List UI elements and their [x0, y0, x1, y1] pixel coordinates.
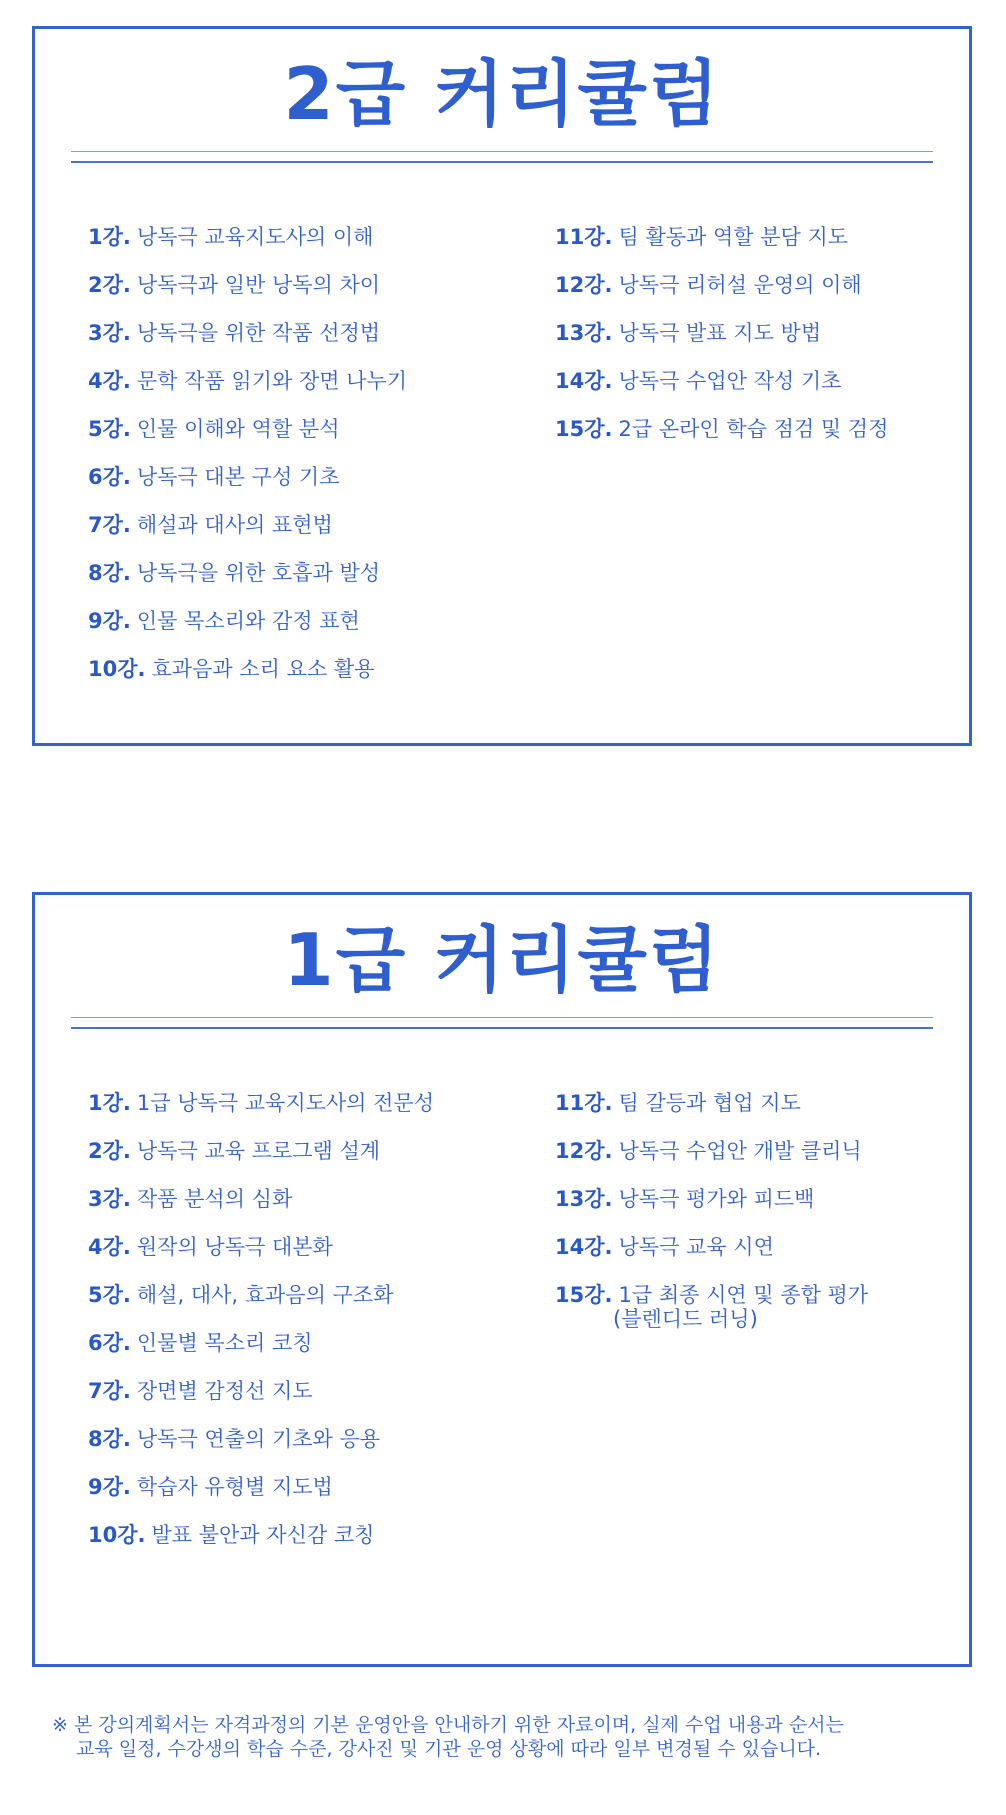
lesson-item: [88, 1139, 508, 1187]
lesson-item: [555, 225, 935, 273]
lesson-number: 5강.: [88, 1283, 131, 1307]
lesson-item: [555, 321, 935, 369]
title-divider-thick: [71, 1027, 933, 1029]
lesson-item: [88, 1331, 508, 1379]
lesson-number: 10강.: [88, 657, 146, 681]
title-divider-thick: [71, 161, 933, 163]
lesson-number: 5강.: [88, 417, 131, 441]
lesson-title: 낭독극 평가와 피드백: [618, 1187, 815, 1211]
lesson-title: 1급 낭독극 교육지도사의 전문성: [136, 1091, 434, 1115]
lesson-number: 1강.: [88, 225, 131, 249]
lesson-title: 장면별 감정선 지도: [136, 1379, 313, 1403]
lesson-number: 4강.: [88, 1235, 131, 1259]
lesson-title: 인물 목소리와 감정 표현: [136, 609, 360, 633]
lesson-title: 낭독극 연출의 기초와 응용: [136, 1427, 381, 1451]
lesson-title: 낭독극 교육 프로그램 설계: [136, 1139, 381, 1163]
lesson-item: [88, 513, 508, 561]
lesson-item: [555, 369, 935, 417]
lesson-item: [88, 1475, 508, 1523]
lesson-number: 3강.: [88, 1187, 131, 1211]
lesson-number: 2강.: [88, 1139, 131, 1163]
lesson-item: [555, 1139, 935, 1187]
lesson-item: [88, 609, 508, 657]
lesson-item: [88, 1235, 508, 1283]
lesson-item: [555, 1235, 935, 1283]
lesson-title: 문학 작품 읽기와 장면 나누기: [136, 369, 408, 393]
lesson-item: [555, 417, 935, 465]
lesson-title: 학습자 유형별 지도법: [136, 1475, 333, 1499]
grade2-right-column: [555, 225, 935, 465]
lesson-title: 인물별 목소리 코칭: [136, 1331, 313, 1355]
lesson-title: 발표 불안과 자신감 코칭: [151, 1523, 375, 1547]
lesson-title: 낭독극을 위한 작품 선정법: [136, 321, 381, 345]
lesson-number: 12강.: [555, 1139, 613, 1163]
lesson-item: [88, 561, 508, 609]
lesson-item: [88, 1283, 508, 1331]
lesson-item: [88, 1427, 508, 1475]
lesson-item: [88, 1379, 508, 1427]
lesson-title: 낭독극 수업안 개발 클리닉: [618, 1139, 862, 1163]
lesson-title: 작품 분석의 심화: [136, 1187, 293, 1211]
lesson-title: 효과음과 소리 요소 활용: [151, 657, 375, 681]
lesson-title: 인물 이해와 역할 분석: [136, 417, 340, 441]
lesson-item: [88, 321, 508, 369]
lesson-title: 1급 최종 시연 및 종합 평가: [618, 1283, 869, 1307]
lesson-item: [88, 465, 508, 513]
footnote: [52, 1713, 972, 1761]
lesson-item: [88, 1523, 508, 1571]
lesson-item: [555, 1091, 935, 1139]
grade2-title: 2급 커리큘럼: [283, 52, 721, 136]
lesson-item: [88, 1091, 508, 1139]
lesson-item: [88, 657, 508, 705]
lesson-title: 팀 활동과 역할 분담 지도: [618, 225, 849, 249]
lesson-title: 원작의 낭독극 대본화: [136, 1235, 333, 1259]
grade1-left-column: [88, 1091, 508, 1571]
lesson-number: 13강.: [555, 321, 613, 345]
lesson-number: 6강.: [88, 465, 131, 489]
title-divider-thin: [71, 1017, 933, 1018]
lesson-item: [88, 417, 508, 465]
lesson-title: 낭독극 발표 지도 방법: [618, 321, 822, 345]
lesson-title: 낭독극 대본 구성 기초: [136, 465, 340, 489]
lesson-item: [88, 225, 508, 273]
lesson-number: 11강.: [555, 225, 613, 249]
lesson-title: 낭독극을 위한 호흡과 발성: [136, 561, 381, 585]
lesson-number: 14강.: [555, 369, 613, 393]
footnote-line-1: ※ 본 강의계획서는 자격과정의 기본 운영안을 안내하기 위한 자료이며, 실제 수업 내용과 순서는: [52, 1714, 844, 1736]
lesson-item: [88, 369, 508, 417]
lesson-title: 낭독극 리허설 운영의 이해: [618, 273, 862, 297]
lesson-title: 팀 갈등과 협업 지도: [618, 1091, 801, 1115]
lesson-item: [88, 273, 508, 321]
lesson-number: 4강.: [88, 369, 131, 393]
lesson-subtitle: (블렌디드 러닝): [613, 1307, 758, 1331]
lesson-title: 낭독극 교육지도사의 이해: [136, 225, 374, 249]
grade2-curriculum-panel: [32, 26, 972, 746]
lesson-item: [555, 1187, 935, 1235]
lesson-item: [555, 273, 935, 321]
lesson-number: 8강.: [88, 561, 131, 585]
grade1-curriculum-panel: [32, 892, 972, 1667]
lesson-title: 낭독극과 일반 낭독의 차이: [136, 273, 381, 297]
lesson-number: 11강.: [555, 1091, 613, 1115]
lesson-number: 1강.: [88, 1091, 131, 1115]
lesson-title: 낭독극 수업안 작성 기초: [618, 369, 842, 393]
lesson-number: 8강.: [88, 1427, 131, 1451]
grade2-left-column: [88, 225, 508, 705]
lesson-number: 6강.: [88, 1331, 131, 1355]
lesson-title: 해설과 대사의 표현법: [136, 513, 333, 537]
lesson-number: 12강.: [555, 273, 613, 297]
footnote-line-2: 교육 일정, 수강생의 학습 수준, 강사진 및 기관 운영 상황에 따라 일부 변경될 수 있습니다.: [76, 1738, 822, 1760]
lesson-number: 2강.: [88, 273, 131, 297]
lesson-number: 14강.: [555, 1235, 613, 1259]
lesson-number: 3강.: [88, 321, 131, 345]
lesson-item: [88, 1187, 508, 1235]
lesson-number: 7강.: [88, 1379, 131, 1403]
lesson-number: 9강.: [88, 1475, 131, 1499]
title-divider-thin: [71, 151, 933, 152]
grade1-right-column: [555, 1091, 935, 1331]
lesson-number: 9강.: [88, 609, 131, 633]
grade1-title: 1급 커리큘럼: [283, 918, 721, 1002]
lesson-title: 2급 온라인 학습 점검 및 검정: [618, 417, 889, 441]
lesson-number: 13강.: [555, 1187, 613, 1211]
lesson-item: [555, 1283, 935, 1331]
lesson-number: 15강.: [555, 417, 613, 441]
lesson-number: 15강.: [555, 1283, 613, 1307]
lesson-number: 7강.: [88, 513, 131, 537]
lesson-title: 낭독극 교육 시연: [618, 1235, 774, 1259]
lesson-number: 10강.: [88, 1523, 146, 1547]
lesson-title: 해설, 대사, 효과음의 구조화: [136, 1283, 394, 1307]
